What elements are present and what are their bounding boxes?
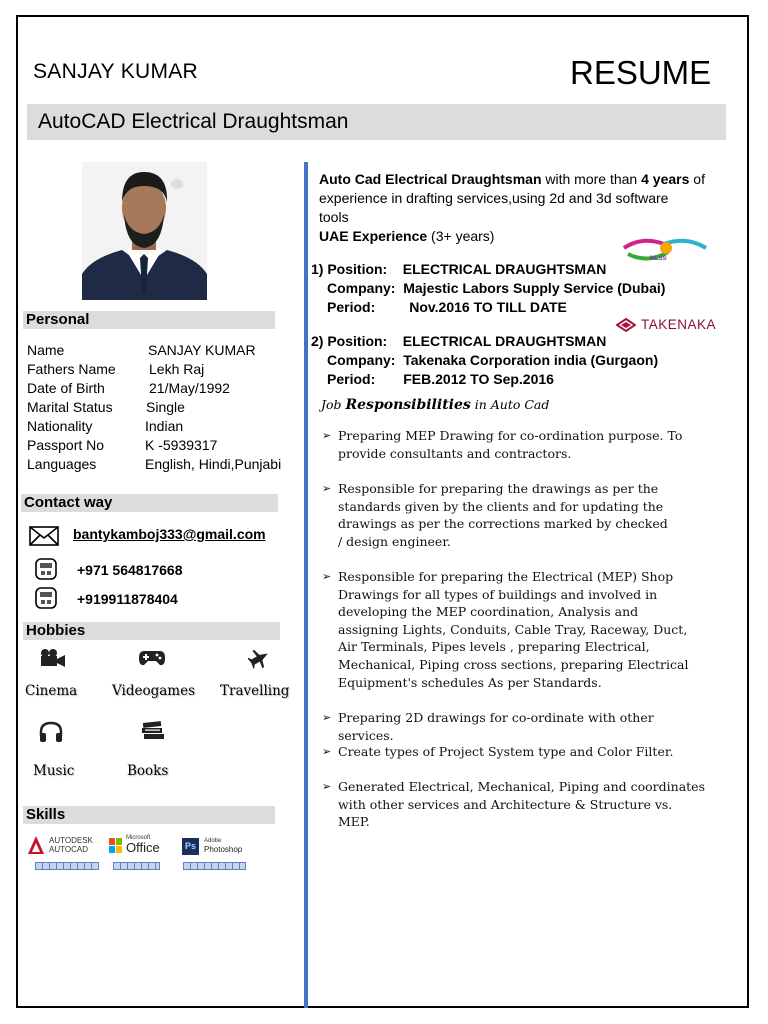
responsibilities-heading — [321, 397, 549, 413]
autocad-logo — [27, 833, 97, 859]
heading-part: in Auto Cad — [470, 397, 550, 412]
responsibility-line: Preparing MEP Drawing for co-ordination purpose. To — [338, 428, 683, 443]
responsibility-text — [338, 480, 742, 550]
summary-years: 4 years — [641, 171, 690, 187]
uae-experience-label: UAE Experience — [319, 228, 428, 244]
personal-value: SANJAY KUMAR — [148, 342, 256, 358]
summary-line: tools — [319, 209, 349, 225]
period-value: Nov.2016 TO TILL DATE — [409, 299, 567, 315]
candidate-name: SANJAY KUMAR — [33, 60, 199, 83]
email-link[interactable]: bantykamboj333@gmail.com — [73, 526, 266, 542]
responsibility-item — [322, 709, 742, 744]
personal-value: Single — [146, 399, 185, 415]
responsibility-text — [338, 743, 742, 761]
personal-label: Name — [27, 342, 65, 358]
responsibility-text — [338, 427, 742, 462]
company-value: Majestic Labors Supply Service (Dubai) — [403, 280, 666, 296]
responsibility-line: assigning Lights, Conduits, Cable Tray, Raceway, Duct, — [338, 621, 688, 637]
personal-value: 21/May/1992 — [149, 380, 230, 396]
responsibility-item — [322, 427, 742, 462]
responsibility-line: Preparing 2D drawings for co-ordinate with other — [338, 710, 654, 725]
hobby-books: Books — [127, 763, 169, 779]
phone-icon — [34, 586, 58, 615]
hobby-videogames: Videogames — [112, 683, 195, 699]
profile-photo — [82, 162, 207, 300]
personal-label: Passport No — [27, 437, 105, 453]
skill-photoshop-badge: Ps — [182, 838, 199, 855]
responsibility-line: MEP. — [338, 814, 370, 830]
job-title-bar — [27, 104, 726, 140]
responsibility-item — [322, 743, 742, 761]
personal-label: Nationality — [27, 418, 93, 434]
responsibility-line: services. — [338, 727, 394, 743]
skills-section-header: Skills — [23, 806, 275, 824]
personal-value: English, Hindi,Punjabi — [145, 456, 282, 472]
position-value: ELECTRICAL DRAUGHTSMAN — [402, 261, 607, 277]
heading-part: Job — [321, 397, 346, 412]
skill-office-level-bar — [113, 862, 160, 870]
company-label: Company: — [327, 280, 396, 296]
skill-office-line2: Office — [126, 840, 160, 855]
skill-photoshop-line1: Adobe — [204, 838, 222, 844]
email-icon — [29, 526, 59, 551]
responsibility-item — [322, 778, 742, 831]
responsibility-text — [338, 568, 742, 691]
responsibility-line: Drawings for all types of buildings and involved in — [338, 586, 658, 602]
responsibility-line: Mechanical, Piping cross sections, preparing Electrical — [338, 656, 689, 672]
responsibility-item — [322, 568, 742, 691]
position-label: 2) Position: — [311, 333, 388, 349]
books-icon — [140, 720, 166, 747]
video-camera-icon — [38, 648, 66, 673]
hobby-music: Music — [33, 763, 75, 779]
period-value: FEB.2012 TO Sep.2016 — [403, 371, 554, 387]
contact-section-header: Contact way — [21, 494, 278, 512]
gamepad-icon — [138, 648, 166, 673]
personal-label: Fathers Name — [27, 361, 116, 377]
responsibility-line: provide consultants and contractors. — [338, 445, 572, 461]
company-value: Takenaka Corporation india (Gurgaon) — [403, 352, 659, 368]
experience-1 — [311, 260, 731, 317]
personal-value: K -5939317 — [145, 437, 218, 453]
responsibility-line: Create types of Project System type and Color Filter. — [338, 744, 674, 759]
headphones-icon — [38, 720, 64, 749]
position-label: 1) Position: — [311, 261, 388, 277]
arrow-bullet-icon: ➢ — [322, 429, 332, 442]
photoshop-logo — [182, 836, 248, 860]
period-label: Period: — [327, 299, 376, 315]
responsibility-line: Air Terminals, Pipes levels , preparing Electrical, — [338, 639, 650, 655]
mlss-logo-text: MLSS — [650, 256, 667, 262]
arrow-bullet-icon: ➢ — [322, 745, 332, 758]
personal-label: Languages — [27, 456, 97, 472]
skill-autocad-line2: AUTOCAD — [49, 845, 88, 854]
skill-autocad-level-bar — [35, 862, 99, 870]
personal-value: Indian — [145, 418, 184, 434]
responsibility-line: developing the MEP coordination, Analysis and — [338, 604, 639, 620]
uae-experience-years: (3+ years) — [427, 228, 495, 244]
responsibility-line: / design engineer. — [338, 533, 451, 549]
phone-number-1[interactable]: +971 564817668 — [77, 562, 183, 578]
responsibility-line: Generated Electrical, Mechanical, Piping and coordinates — [338, 779, 705, 794]
arrow-bullet-icon: ➢ — [322, 711, 332, 724]
skill-photoshop-level-bar — [183, 862, 246, 870]
personal-label: Date of Birth — [27, 380, 105, 396]
document-title: RESUME — [570, 54, 712, 91]
personal-value: Lekh Raj — [149, 361, 205, 377]
phone-icon — [34, 557, 58, 586]
airplane-icon — [248, 646, 272, 675]
responsibility-line: Equipment's schedules As per Standards. — [338, 674, 602, 690]
office-logo — [108, 833, 168, 859]
phone-number-2[interactable]: +919911878404 — [77, 591, 178, 607]
job-title: AutoCAD Electrical Draughtsman — [38, 110, 349, 133]
company-label: Company: — [327, 352, 396, 368]
responsibility-line: drawings as per the corrections marked by checked — [338, 516, 668, 532]
skill-photoshop-line2: Photoshop — [204, 845, 243, 854]
responsibility-text — [338, 709, 742, 744]
column-divider — [304, 162, 308, 1008]
summary-line: experience in drafting services,using 2d and 3d software — [319, 190, 669, 206]
arrow-bullet-icon: ➢ — [322, 482, 332, 495]
responsibility-line: standards given by the clients and for updating the — [338, 498, 664, 514]
position-value: ELECTRICAL DRAUGHTSMAN — [402, 333, 607, 349]
skill-autocad-line1: AUTODESK — [49, 836, 93, 845]
takenaka-logo-text: TAKENAKA — [641, 317, 717, 332]
hobby-travelling: Travelling — [220, 683, 290, 699]
summary-text: with more than — [541, 171, 642, 187]
summary-text: of — [689, 171, 705, 187]
hobby-cinema: Cinema — [25, 683, 78, 699]
responsibility-text — [338, 778, 742, 831]
skill-office-line1: Microsoft — [126, 835, 151, 841]
hobbies-section-header: Hobbies — [23, 622, 280, 640]
arrow-bullet-icon: ➢ — [322, 780, 332, 793]
heading-emphasis: Responsibilities — [345, 397, 471, 413]
personal-label: Marital Status — [27, 399, 113, 415]
responsibility-line: with other services and Architecture & Structure vs. — [338, 796, 673, 812]
summary-role: Auto Cad Electrical Draughtsman — [319, 171, 542, 187]
experience-2 — [311, 332, 731, 389]
responsibility-line: Responsible for preparing the Electrical (MEP) Shop — [338, 569, 674, 584]
personal-section-header: Personal — [23, 311, 275, 329]
responsibility-item — [322, 480, 742, 550]
period-label: Period: — [327, 371, 376, 387]
responsibility-line: Responsible for preparing the drawings as per the — [338, 481, 659, 496]
arrow-bullet-icon: ➢ — [322, 570, 332, 583]
